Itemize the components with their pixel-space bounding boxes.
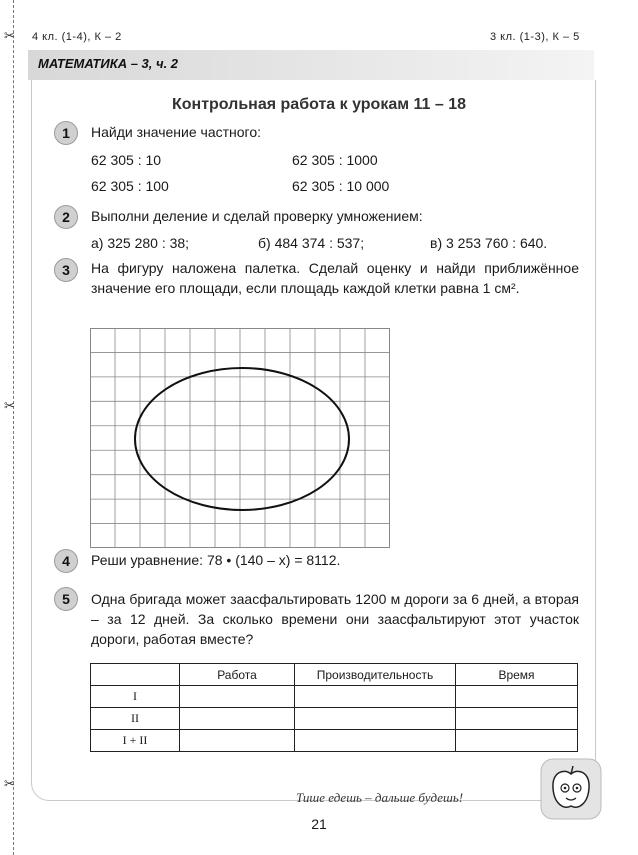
task-1-item: 62 305 : 10 xyxy=(91,152,162,168)
task-4-text: Реши уравнение: 78 • (140 – x) = 8112. xyxy=(91,552,341,568)
task-3-number: 3 xyxy=(54,258,78,282)
oval-figure xyxy=(135,368,349,510)
task-2-item: б) 484 374 : 537; xyxy=(258,235,365,251)
apple-mascot-icon xyxy=(540,758,602,820)
table-row-label: I xyxy=(91,686,180,708)
subject-title: МАТЕМАТИКА – 3, ч. 2 xyxy=(38,56,179,71)
table-row xyxy=(91,708,578,730)
motto: Тише едешь – дальше будешь! xyxy=(296,790,464,805)
task-2-item: в) 3 253 760 : 640. xyxy=(430,235,548,251)
header-right-code: 3 кл. (1-3), К – 5 xyxy=(490,31,580,43)
table-header-row xyxy=(91,664,578,686)
header-left-code: 4 кл. (1-4), К – 2 xyxy=(32,31,122,43)
table-header-cell: Работа xyxy=(180,664,295,686)
table-cell xyxy=(180,730,295,752)
table-row xyxy=(91,730,578,752)
task-4-number: 4 xyxy=(54,549,78,573)
palette-grid xyxy=(90,328,390,548)
table-cell xyxy=(295,708,456,730)
cut-line xyxy=(13,0,14,855)
table-row-label: II xyxy=(91,708,180,730)
task-1-item: 62 305 : 1000 xyxy=(292,152,378,168)
scissors-icon: ✂ xyxy=(4,28,15,43)
task-2-item: а) 325 280 : 38; xyxy=(91,235,190,251)
task-1-number: 1 xyxy=(54,121,78,145)
table-header-cell xyxy=(91,664,180,686)
task-1-item: 62 305 : 10 000 xyxy=(292,178,390,194)
task-2-text: Выполни деление и сделай проверку умножением: xyxy=(91,208,423,224)
table-header-cell: Производительность xyxy=(295,664,456,686)
table-row-label: I + II xyxy=(91,730,180,752)
task-5-text: Одна бригада может заасфальтировать 1200 м дороги за 6 дней, а вторая – за 12 дней. За сколько времени они заасфальтируют этот участок дороги, работая вместе? xyxy=(91,591,579,647)
task-5-table xyxy=(90,663,578,752)
table-cell xyxy=(295,730,456,752)
table-cell xyxy=(295,686,456,708)
table-cell xyxy=(456,708,578,730)
task-1-text: Найди значение частного: xyxy=(91,124,262,140)
task-3-text: На фигуру наложена палетка. Сделай оценку и найди приближённое значение его площади, если площадь каждой клетки равна 1 см². xyxy=(91,260,579,296)
page-number: 21 xyxy=(311,816,327,832)
scissors-icon: ✂ xyxy=(4,398,15,413)
page-title: Контрольная работа к урокам 11 – 18 xyxy=(171,96,466,113)
table-row xyxy=(91,686,578,708)
table-header-cell: Время xyxy=(456,664,578,686)
task-2-number: 2 xyxy=(54,205,78,229)
table-cell xyxy=(456,686,578,708)
task-5-number: 5 xyxy=(54,587,78,611)
table-cell xyxy=(180,708,295,730)
task-1-item: 62 305 : 100 xyxy=(91,178,169,194)
table-cell xyxy=(456,730,578,752)
table-cell xyxy=(180,686,295,708)
scissors-icon: ✂ xyxy=(4,776,15,791)
